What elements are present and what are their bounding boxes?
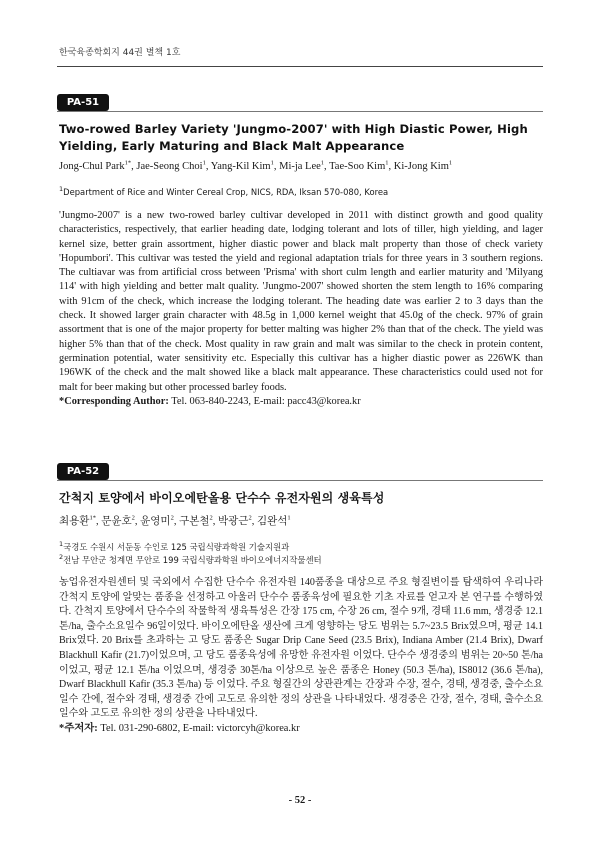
header-divider <box>57 66 543 67</box>
author <box>211 161 274 172</box>
corresponding-author <box>59 722 549 736</box>
author-name: Jong-Chul Park <box>59 161 125 172</box>
author-affiliation-marker: 1* <box>89 514 96 522</box>
corresponding-author <box>59 395 549 409</box>
author <box>136 161 205 172</box>
author-affiliation-marker: 1 <box>270 159 274 167</box>
affiliation-marker: 1 <box>59 185 64 194</box>
page-number: - 52 - <box>288 795 312 806</box>
section-divider <box>57 480 543 481</box>
author-name: Yang-Kil Kim <box>210 161 271 172</box>
abstract-body: 'Jungmo-2007' is a new two-rowed barley cultivar developed in 2011 with distinct growth and good quality characteristics, respectively, that earlier heading date, lodging tolerant and lots of tiller, high yielding, and lager kernel size, better grain assortment, higher diastic power and black malt property than those of check variety 'Hopumbori'. This cultivar was tested the yield and regional adaptation trials for three years in 3 southern regions. The cultiavar was from artificial cross between 'Prisma' with short culm length and earlier maturity and 'Milyang 114' with high yielding and better malt quality. 'Jungmo-2007' showed shorten the stem length to 16% comparing with 91cm of the check, which increase the lodging tolerant. The heading date was earlier 2 to 3 days than the check. It showed larger grain character with 48.5g in 1,000 kernel weight that 45.0g of the check. 97% of grain assortment that is one of the major property for better malting was higher 2% than that of the check. The yield was higher 5% than that of the check. Most quality in raw grain and malt was similar to the check in protein content, germination potential, water sensitivity etc. Especially this cultivar has a higher diastic power as 226WK than 196WK of the check and the malt showed like a black malt appearance. These characteristics could used not for malt for beer making but other processed barley foods. <box>59 210 543 393</box>
affiliation <box>59 541 549 554</box>
author <box>329 161 388 172</box>
affiliation-marker: 1 <box>59 540 64 549</box>
author <box>59 516 96 527</box>
author-name: 최용환 <box>59 516 90 527</box>
author-affiliation-marker: 1 <box>385 159 389 167</box>
author-name: 김완석 <box>256 516 288 527</box>
corresponding-label: *주저자: <box>59 723 98 734</box>
author <box>279 161 324 172</box>
journal-header: 한국육종학회지 44권 별책 1호 <box>59 48 181 58</box>
author <box>179 516 213 527</box>
author <box>59 161 131 172</box>
author-affiliation-marker: 2 <box>131 514 135 522</box>
section-divider <box>57 111 543 112</box>
author-name: Tae-Soo Kim <box>329 161 386 172</box>
author-list: Jong-Chul Park$^{1*}$, Jae-Seong Choi$^1$, Yang-Kil Kim$^1$, Mi-ja Lee$^1$, Tae-Soo Kim$^1$, Ki-Jong Kim$^1$ <box>59 159 453 172</box>
affiliation <box>59 186 549 199</box>
author-name: 박광근 <box>218 516 249 527</box>
author <box>218 516 252 527</box>
author-affiliation-marker: 2 <box>170 514 174 522</box>
author-name: Jae-Seong Choi <box>136 161 203 172</box>
affiliation-text: 전남 무안군 청계면 무안로 199 국립식량과학원 바이오에너지작물센터 <box>63 555 322 565</box>
corresponding-label: *Corresponding Author: <box>59 396 169 407</box>
author-affiliation-marker: 1 <box>287 514 291 522</box>
abstract-id-badge: PA-52 <box>57 463 109 480</box>
author-affiliation-marker: 2 <box>209 514 213 522</box>
author <box>394 161 452 172</box>
author-list: 최용환$^{1*}$, 문윤호$^2$, 윤영미$^2$, 구본철$^2$, 박광근$^2$, 김완석$^1$ <box>59 514 291 527</box>
abstract-body: 농업유전자원센터 및 국외에서 수집한 단수수 유전자원 140품종을 대상으로 주요 형질변이를 탐색하여 우리나라 간척지 토양에 알맞는 품종을 선정하고 아울러 단수수 품종육성에 필요한 기초 자료를 얻고자 본 연구를 수행하였다. 간척지 토양에서 단수수의 작물학적 생육특성은 간장 175 cm, 수장 26 cm, 절수 9개, 경태 11.6 mm, 생경중 12.1 톤/ha, 출수소요일수 96일이었다. 바이오에탄올 생산에 크게 영향하는 당도 범위는 5.7~23.5 Brix였으며, 평균 14.1 Brix였다. 20 Brix를 초과하는 고 당도 품종은 Sugar Drip Cane Seed (23.5 Brix), Indiana Amber (21.4 Brix), Dwarf Blackhull Kafir (21.7)이었으며, 고 당도 품종육성에 유망한 유전자원 이었다. 단수수 생경중의 범위는 20~50 톤/ha 이었고, 평균 12.1 톤/ha 이었으며, 생경중 30톤/ha 이상으로 높은 품종은 Honey (50.3 톤/ha), IS8012 (36.6 톤/ha), Dwarf Blackhull Kafir (35.3 톤/ha) 등 이었다. 주요 형질간의 상관관계는 간장과 수장, 절수, 경태, 생경중, 출수소요일수 간에, 절수와 경태, 생경중 간에 고도로 유의한 정의 상관을 나타내었다. 생경중은 간장, 절수, 경태, 출수소요일수와 고도로 유의한 정의 상관을 나타내었다. <box>59 577 543 720</box>
corresponding-contact: Tel. 063-840-2243, E-mail: pacc43@korea.kr <box>171 396 361 407</box>
author-affiliation-marker: 1 <box>202 159 206 167</box>
author-name: Mi-ja Lee <box>279 161 321 172</box>
abstract-id-badge: PA-51 <box>57 94 109 111</box>
author-name: 구본철 <box>179 516 210 527</box>
author-name: 문윤호 <box>101 516 132 527</box>
author <box>257 516 291 527</box>
abstract-title: Two-rowed Barley Variety 'Jungmo-2007' with High Diastic Power, High Yielding, Early Maturing and Black Malt Appearance <box>59 122 528 153</box>
author <box>101 516 135 527</box>
author-affiliation-marker: 1 <box>448 159 453 167</box>
affiliation <box>59 554 549 567</box>
affiliation-marker: 2 <box>59 553 64 562</box>
affiliation-text: 국경도 수원시 서둔동 수인로 125 국립식량과학원 기술지원과 <box>63 542 290 552</box>
author-affiliation-marker: 1 <box>320 159 325 167</box>
corresponding-contact: Tel. 031-290-6802, E-mail: victorcyh@korea.kr <box>100 723 300 734</box>
abstract-title: 간척지 토양에서 바이오에탄올용 단수수 유전자원의 생육특성 <box>59 491 385 505</box>
author-affiliation-marker: 1* <box>124 159 132 167</box>
author-affiliation-marker: 2 <box>248 514 252 522</box>
author <box>140 516 174 527</box>
affiliation-text: Department of Rice and Winter Cereal Crop, NICS, RDA, Iksan 570-080, Korea <box>63 187 389 197</box>
author-name: Ki-Jong Kim <box>393 161 449 172</box>
author-name: 윤영미 <box>140 516 171 527</box>
